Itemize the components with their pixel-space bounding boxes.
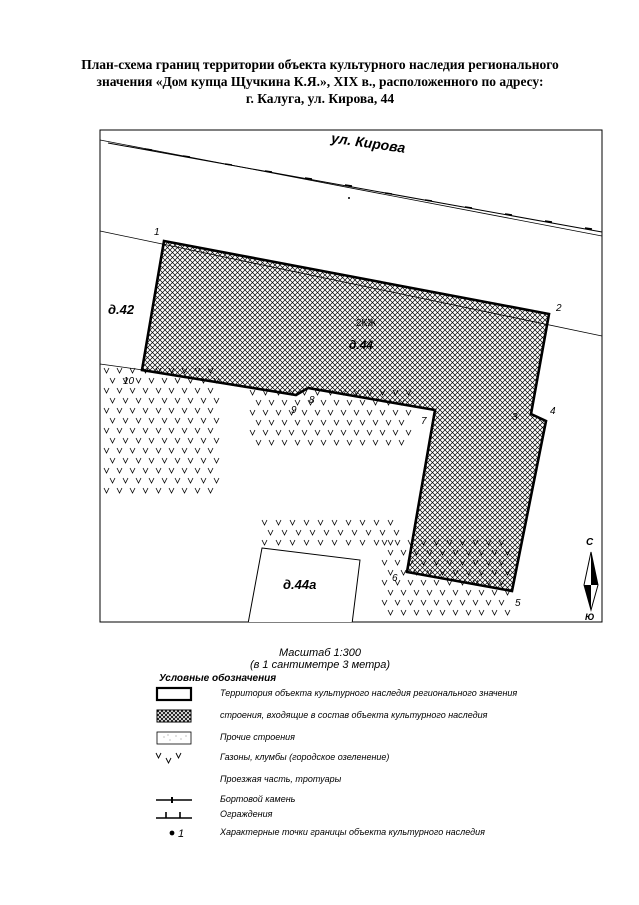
- lawn-mark: [290, 540, 295, 545]
- lawn-mark: [175, 458, 180, 463]
- lawn-mark: [250, 390, 255, 395]
- lawn-mark: [440, 610, 445, 615]
- lawn-mark: [304, 520, 309, 525]
- lawn-mark: [263, 430, 268, 435]
- lawn-mark: [505, 610, 510, 615]
- lawn-mark: [195, 488, 200, 493]
- heritage-building-hatch-icon: [150, 707, 200, 725]
- lawn-mark: [136, 398, 141, 403]
- lawn-mark: [492, 610, 497, 615]
- lawn-mark: [149, 438, 154, 443]
- lawn-mark: [162, 378, 167, 383]
- lawn-mark: [352, 530, 357, 535]
- lawn-mark: [408, 580, 413, 585]
- lawn-mark: [341, 410, 346, 415]
- lawn-mark: [334, 440, 339, 445]
- lawn-mark: [201, 418, 206, 423]
- point-label-6: 6: [392, 573, 398, 584]
- lawn-mark: [188, 398, 193, 403]
- lawn-mark: [388, 540, 393, 545]
- lawn-mark: [110, 378, 115, 383]
- lawn-mark: [156, 408, 161, 413]
- fence-line: [108, 143, 602, 232]
- lawn-mark: [360, 420, 365, 425]
- lawn-mark: [156, 388, 161, 393]
- lawn-mark: [104, 468, 109, 473]
- lawn-mark: [399, 420, 404, 425]
- boundary-point-icon: [150, 824, 200, 842]
- lawn-mark: [110, 398, 115, 403]
- lawn-mark: [354, 430, 359, 435]
- lawn-mark: [382, 540, 387, 545]
- lawn-mark: [123, 458, 128, 463]
- lawn-mark: [250, 430, 255, 435]
- lawn-mark: [256, 420, 261, 425]
- lawn-mark: [282, 440, 287, 445]
- lawn-mark: [182, 388, 187, 393]
- legend-label-roadway: Проезжая часть, тротуары: [220, 774, 342, 784]
- legend-label-curb: Бортовой камень: [220, 794, 296, 804]
- lawn-mark: [282, 420, 287, 425]
- lawn-mark: [130, 448, 135, 453]
- lawn-mark: [347, 420, 352, 425]
- lawn-mark: [143, 388, 148, 393]
- building-44-label: д.44: [349, 338, 374, 352]
- lawn-mark: [169, 428, 174, 433]
- lawn-mark: [201, 478, 206, 483]
- lawn-mark: [310, 530, 315, 535]
- lawn-mark: [388, 520, 393, 525]
- lawn-mark: [182, 408, 187, 413]
- lawn-mark: [401, 590, 406, 595]
- lawn-mark: [136, 458, 141, 463]
- lawn-mark: [175, 438, 180, 443]
- lawn-mark: [421, 600, 426, 605]
- lawn-mark: [393, 430, 398, 435]
- legend-item-points: [150, 824, 610, 842]
- lawn-mark: [276, 430, 281, 435]
- lawn-mark: [117, 408, 122, 413]
- lawn-mark: [143, 428, 148, 433]
- lawn-mark: [289, 430, 294, 435]
- legend-label-points: Характерные точки границы объекта культурного наследия: [220, 827, 485, 837]
- lawn-mark: [143, 448, 148, 453]
- lawn-mark: [354, 410, 359, 415]
- lawn-mark: [201, 458, 206, 463]
- lawn-mark: [104, 388, 109, 393]
- lawn-mark: [175, 418, 180, 423]
- lawn-mark: [401, 610, 406, 615]
- lawn-mark: [110, 478, 115, 483]
- lawn-mark: [388, 590, 393, 595]
- lawn-mark: [321, 440, 326, 445]
- lawn-mark: [374, 520, 379, 525]
- lawn-mark: [341, 430, 346, 435]
- lawn-mark: [382, 580, 387, 585]
- lawn-mark: [214, 438, 219, 443]
- title-line-3: г. Калуга, ул. Кирова, 44: [245, 91, 395, 106]
- lawn-mark: [318, 520, 323, 525]
- legend-label-lawns: Газоны, клумбы (городское озеленение): [220, 752, 390, 762]
- lawn-mark: [136, 378, 141, 383]
- lawn-mark: [382, 600, 387, 605]
- lawn-mark: [256, 400, 261, 405]
- curb-line-top: [100, 140, 602, 236]
- lawn-mark: [169, 488, 174, 493]
- lawn-mark: [347, 440, 352, 445]
- lawn-mark: [406, 430, 411, 435]
- lawn-mark: [143, 408, 148, 413]
- point-label-7: 7: [421, 416, 427, 427]
- lawn-mark: [328, 430, 333, 435]
- lawn-mark: [276, 410, 281, 415]
- legend-label-heritage-buildings: строения, входящие в состав объекта культурного наследия: [220, 710, 488, 720]
- lawn-mark: [332, 540, 337, 545]
- lawn-mark: [388, 610, 393, 615]
- lawn-mark: [367, 410, 372, 415]
- lawn-mark: [175, 478, 180, 483]
- lawn-mark: [308, 440, 313, 445]
- lawn-mark: [427, 590, 432, 595]
- lawn-mark: [169, 408, 174, 413]
- lawn-mark: [208, 448, 213, 453]
- lawn-mark: [123, 478, 128, 483]
- legend-item-lawns: [150, 749, 610, 767]
- lawn-mark: [149, 378, 154, 383]
- lawn-mark: [346, 520, 351, 525]
- lawn-mark: [182, 468, 187, 473]
- lawn-mark: [256, 440, 261, 445]
- lawn-mark: [473, 600, 478, 605]
- lawn-mark: [466, 590, 471, 595]
- lawn-mark: [414, 590, 419, 595]
- lawn-mark: [130, 488, 135, 493]
- lawn-mark: [208, 428, 213, 433]
- lawn-mark: [276, 540, 281, 545]
- lawn-mark: [360, 540, 365, 545]
- lawn-mark: [162, 418, 167, 423]
- lawn-mark: [214, 398, 219, 403]
- lawn-mark: [188, 418, 193, 423]
- legend-label-territory: Территория объекта культурного наследия регионального значения: [220, 688, 518, 698]
- lawn-mark: [123, 398, 128, 403]
- neighbor-44a-label: д.44а: [283, 577, 317, 592]
- lawn-icon: [150, 749, 200, 767]
- lawn-mark: [143, 468, 148, 473]
- lawn-mark: [421, 580, 426, 585]
- lawn-mark: [263, 410, 268, 415]
- lawn-mark: [479, 610, 484, 615]
- legend-item-roadway: [150, 771, 610, 789]
- lawn-mark: [195, 388, 200, 393]
- lawn-mark: [366, 530, 371, 535]
- lawn-mark: [318, 540, 323, 545]
- lawn-mark: [360, 400, 365, 405]
- lawn-mark: [110, 438, 115, 443]
- boundary-point-sample-number: 1: [178, 828, 185, 840]
- lawn-mark: [214, 458, 219, 463]
- lawn-mark: [104, 428, 109, 433]
- lawn-mark: [447, 600, 452, 605]
- lawn-mark: [182, 448, 187, 453]
- lawn-mark: [401, 550, 406, 555]
- lawn-mark: [169, 388, 174, 393]
- compass-north: С: [586, 537, 594, 548]
- title-line-2: значения «Дом купца Щучкина К.Я.», XIX в., расположенного по адресу:: [96, 74, 544, 89]
- lawn-mark: [282, 530, 287, 535]
- lawn-mark: [394, 530, 399, 535]
- lawn-mark: [182, 428, 187, 433]
- lawn-mark: [262, 520, 267, 525]
- lawn-mark: [460, 600, 465, 605]
- lawn-mark: [386, 420, 391, 425]
- lawn-mark: [123, 418, 128, 423]
- lawn-mark: [208, 388, 213, 393]
- lawn-mark: [393, 410, 398, 415]
- lawn-mark: [334, 420, 339, 425]
- lawn-mark: [110, 418, 115, 423]
- lawn-mark: [117, 388, 122, 393]
- legend-label-fence: Ограждения: [220, 809, 273, 819]
- lawn-mark: [315, 410, 320, 415]
- lawn-mark: [373, 420, 378, 425]
- lawn-mark: [110, 458, 115, 463]
- lawn-mark: [486, 600, 491, 605]
- lawn-mark: [453, 590, 458, 595]
- lawn-mark: [302, 410, 307, 415]
- lawn-mark: [130, 388, 135, 393]
- lawn-mark: [149, 478, 154, 483]
- lawn-mark: [380, 530, 385, 535]
- legend-item-fence: [150, 806, 610, 824]
- street-dot: [348, 197, 350, 199]
- compass-south: Ю: [585, 612, 595, 622]
- lawn-mark: [308, 420, 313, 425]
- title-line-1: План-схема границ территории объекта культурного наследия регионального: [81, 57, 559, 72]
- territory-boundary-icon: [150, 685, 200, 703]
- lawn-mark: [395, 560, 400, 565]
- lawn-mark: [466, 610, 471, 615]
- lawn-mark: [188, 438, 193, 443]
- compass-icon: [584, 537, 598, 622]
- lawn-mark: [117, 368, 122, 373]
- lawn-mark: [276, 520, 281, 525]
- lawn-mark: [182, 488, 187, 493]
- lawn-mark: [156, 448, 161, 453]
- lawn-mark: [104, 368, 109, 373]
- lawn-mark: [386, 440, 391, 445]
- lawn-mark: [269, 440, 274, 445]
- lawn-mark: [104, 448, 109, 453]
- lawn-mark: [130, 408, 135, 413]
- lawn-mark: [156, 488, 161, 493]
- lawn-mark: [169, 468, 174, 473]
- lawn-mark: [130, 468, 135, 473]
- lawn-mark: [130, 428, 135, 433]
- lawn-mark: [304, 540, 309, 545]
- lawn-mark: [492, 590, 497, 595]
- lawn-mark: [434, 580, 439, 585]
- lawn-mark: [321, 400, 326, 405]
- lawn-mark: [117, 468, 122, 473]
- lawn-mark: [295, 440, 300, 445]
- lawn-mark: [195, 448, 200, 453]
- lawn-mark: [208, 408, 213, 413]
- lawn-mark: [195, 408, 200, 413]
- lawn-mark: [268, 530, 273, 535]
- lawn-mark: [440, 590, 445, 595]
- lawn-mark: [380, 410, 385, 415]
- lawn-mark: [188, 478, 193, 483]
- neighbor-42-label: д.42: [108, 302, 135, 317]
- lawn-mark: [149, 398, 154, 403]
- lawn-mark: [367, 430, 372, 435]
- lawn-mark: [290, 520, 295, 525]
- lawn-mark: [169, 448, 174, 453]
- point-label-4: 4: [550, 406, 556, 417]
- lawn-mark: [104, 408, 109, 413]
- lawn-mark: [434, 600, 439, 605]
- lawn-mark: [380, 430, 385, 435]
- other-building-icon: [150, 729, 200, 747]
- neighbor-44a-building: [245, 548, 360, 640]
- lawn-mark: [201, 438, 206, 443]
- lawn-mark: [374, 540, 379, 545]
- lawn-mark: [388, 550, 393, 555]
- lawn-mark: [195, 428, 200, 433]
- lawn-mark: [162, 478, 167, 483]
- lawn-mark: [295, 420, 300, 425]
- lawn-mark: [282, 400, 287, 405]
- lawn-mark: [201, 398, 206, 403]
- scale-line-2: (в 1 сантиметре 3 метра): [249, 659, 391, 671]
- point-label-8: 8: [309, 395, 315, 406]
- floors-label: 2КЖ: [356, 318, 377, 329]
- lawn-mark: [269, 400, 274, 405]
- lawn-mark: [328, 410, 333, 415]
- lawn-mark: [373, 440, 378, 445]
- lawn-mark: [136, 438, 141, 443]
- heritage-territory-boundary: [142, 241, 549, 591]
- lawn-mark: [117, 428, 122, 433]
- lawn-mark: [296, 530, 301, 535]
- point-label-10: 10: [123, 376, 135, 387]
- lawn-mark: [156, 428, 161, 433]
- fence-ticks: [145, 149, 592, 229]
- lawn-mark: [250, 410, 255, 415]
- legend-item-other-buildings: [150, 729, 610, 747]
- legend-label-other-buildings: Прочие строения: [220, 732, 295, 742]
- lawn-mark: [453, 610, 458, 615]
- lawn-mark: [302, 430, 307, 435]
- fence-icon: [150, 806, 200, 824]
- lawn-mark: [360, 520, 365, 525]
- lawn-mark: [188, 458, 193, 463]
- legend-item-heritage-buildings: [150, 707, 610, 725]
- point-label-9: 9: [291, 405, 297, 416]
- lawn-mark: [347, 400, 352, 405]
- lawn-mark: [324, 530, 329, 535]
- lawn-mark: [269, 420, 274, 425]
- lawn-mark: [104, 488, 109, 493]
- lawn-mark: [175, 398, 180, 403]
- lawn-mark: [499, 600, 504, 605]
- lawn-mark: [427, 610, 432, 615]
- lawn-mark: [162, 458, 167, 463]
- lawn-mark: [262, 540, 267, 545]
- lawn-mark: [123, 438, 128, 443]
- lawn-mark: [143, 488, 148, 493]
- lawn-mark: [175, 378, 180, 383]
- street-label: ул. Кирова: [330, 129, 407, 156]
- lawn-mark: [408, 600, 413, 605]
- lawn-mark: [332, 520, 337, 525]
- lawn-mark: [360, 440, 365, 445]
- lawn-mark: [208, 488, 213, 493]
- lawn-mark: [149, 458, 154, 463]
- lawn-mark: [479, 590, 484, 595]
- roadway-icon: [150, 771, 200, 789]
- lawn-mark: [414, 610, 419, 615]
- lawn-mark: [195, 468, 200, 473]
- point-label-5: 5: [515, 598, 521, 609]
- lawn-mark: [315, 430, 320, 435]
- lawn-mark: [214, 418, 219, 423]
- lawn-mark: [214, 478, 219, 483]
- lawn-mark: [395, 600, 400, 605]
- lawn-mark: [136, 478, 141, 483]
- lawn-mark: [382, 560, 387, 565]
- point-label-1: 1: [154, 227, 160, 238]
- point-label-2: 2: [556, 303, 562, 314]
- lawn-mark: [117, 488, 122, 493]
- lawn-mark: [321, 420, 326, 425]
- lawn-mark: [401, 570, 406, 575]
- lawn-mark: [149, 418, 154, 423]
- lawn-mark: [346, 540, 351, 545]
- lawn-mark: [334, 400, 339, 405]
- legend-title: Условные обозначения: [159, 673, 277, 684]
- lawn-mark: [395, 540, 400, 545]
- point-label-3: 3: [512, 412, 518, 423]
- scale-line-1: Масштаб 1:300: [279, 647, 361, 659]
- lawn-mark: [406, 410, 411, 415]
- map-scale: [170, 647, 470, 671]
- lawn-mark: [162, 398, 167, 403]
- legend-item-territory: [150, 685, 610, 703]
- lawn-mark: [156, 468, 161, 473]
- lawn-mark: [162, 438, 167, 443]
- lawn-mark: [136, 418, 141, 423]
- lawn-mark: [208, 468, 213, 473]
- lawn-mark: [399, 440, 404, 445]
- lawn-mark: [117, 448, 122, 453]
- lawn-mark: [338, 530, 343, 535]
